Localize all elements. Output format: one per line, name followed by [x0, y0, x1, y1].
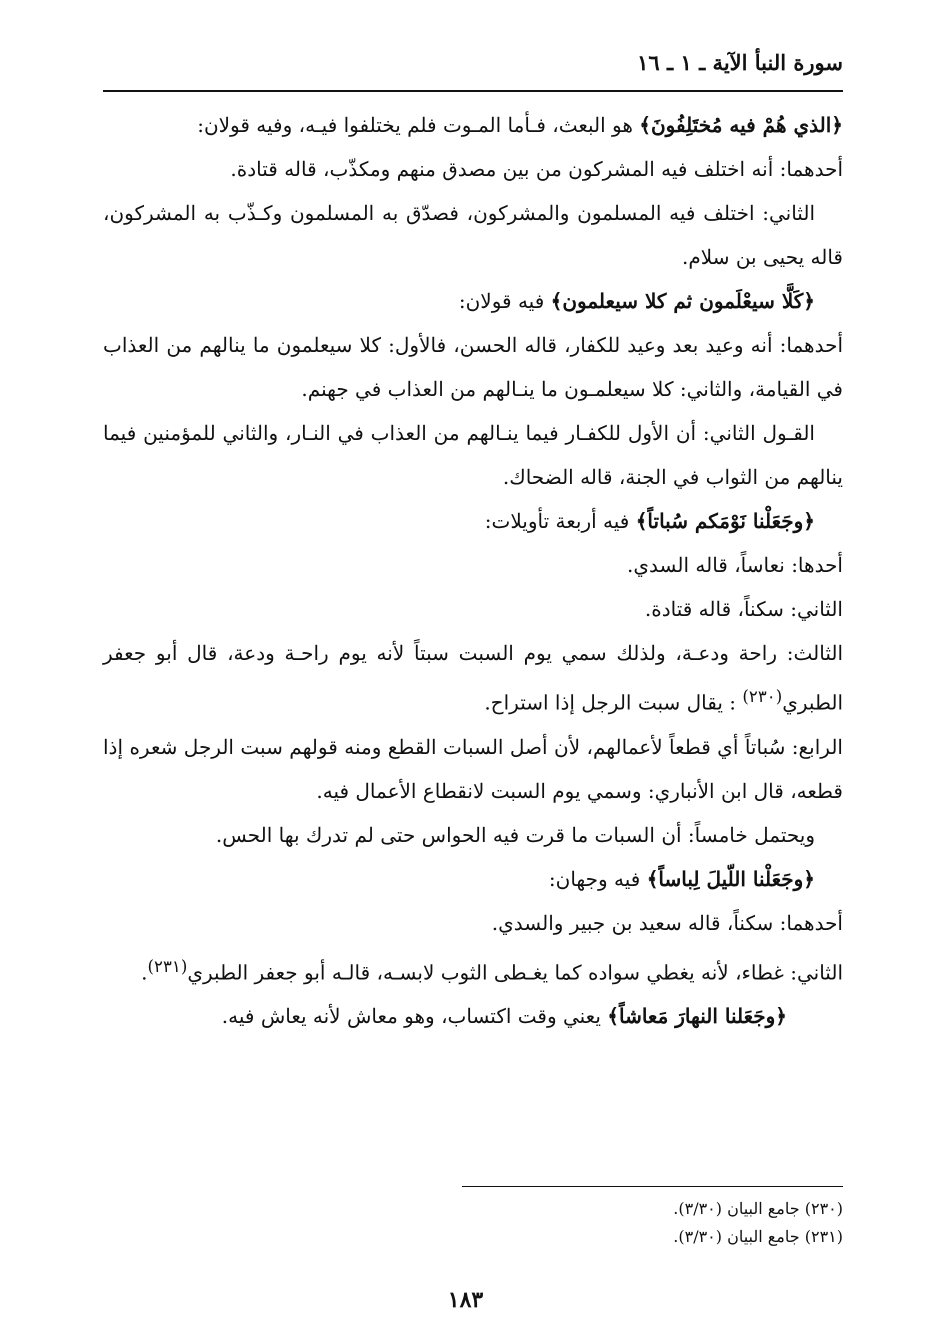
paragraph-text: فيه قولان:	[458, 289, 551, 313]
paragraph: أحدها: نعاساً، قاله السدي.	[627, 553, 843, 577]
quran-verse: ﴿وجَعَلنا النهارَ مَعاشاً﴾	[607, 1004, 787, 1029]
paragraph	[103, 945, 843, 995]
footnote: (٢٣١) جامع البيان (٣/٣٠).	[673, 1227, 843, 1246]
paragraph: ويحتمل خامساً: أن السبات ما قرت فيه الحواس حتى لم تدرك بها الحس.	[215, 822, 815, 847]
paragraph	[103, 857, 843, 901]
main-text	[103, 103, 843, 1038]
footnote: (٢٣٠) جامع البيان (٣/٣٠).	[673, 1199, 843, 1218]
header-rule	[103, 90, 843, 92]
paragraph: أحدهما: أنه اختلف فيه المشركون من بين مصدق منهم ومكذّب، قاله قتادة.	[230, 157, 843, 181]
paragraph-text: فيه وجهان:	[548, 866, 647, 891]
paragraph-text: الثاني: غطاء، لأنه يغطي سواده كما يغـطى الثوب لابسـه، قالـه أبو جعفر الطبري	[187, 960, 843, 985]
paragraph: الثاني: اختلف فيه المسلمون والمشركون، فصدّق به المسلمون وكـذّب به المشركون، قاله يحيى بن سلام.	[103, 201, 843, 269]
running-head: سورة النبأ الآية ـ ١ ـ ١٦	[637, 50, 843, 75]
paragraph: الثاني: سكناً، قاله قتادة.	[644, 597, 843, 621]
paragraph-text: الثالث: راحة ودعـة، ولذلك سمي يوم السبت سبتاً لأنه يوم راحـة ودعة، قال أبو جعفر الطبري	[103, 641, 844, 715]
paragraph-text: يعني وقت اكتساب، وهو معاش لأنه يعاش فيه.	[221, 1004, 608, 1029]
footnote-ref: (٢٣٠)	[742, 687, 783, 706]
paragraph	[103, 499, 843, 543]
paragraph: القـول الثاني: أن الأول للكفـار فيما ينـالهم من العذاب في النـار، والثاني للمؤمنين فيما ينالهم من الثواب في الجنة، قاله الضحاك.	[103, 421, 843, 489]
footnote-rule	[462, 1186, 843, 1187]
paragraph-text: .	[141, 960, 148, 985]
footnotes	[103, 1195, 843, 1251]
paragraph	[103, 279, 843, 323]
paragraph-text: فيه أربعة تأويلات:	[484, 509, 636, 533]
paragraph: أحدهما: أنه وعيد بعد وعيد للكفار، قاله الحسن، فالأول: كلا سيعلمون ما ينالهم من العذاب في القيامة، والثاني: كلا سيعلمـون ما ينـالهم من العذاب في جهنم.	[103, 333, 843, 401]
page-number: ١٨٣	[447, 1287, 484, 1313]
paragraph-text: هو البعث، فـأما المـوت فلم يختلفوا فيـه، وفيه قولان:	[197, 113, 640, 137]
paragraph	[103, 103, 843, 147]
paragraph: أحدهما: سكناً، قاله سعيد بن جبير والسدي.	[491, 910, 843, 935]
paragraph	[103, 631, 843, 725]
paragraph-text: : يقال سبت الرجل إذا استراح.	[484, 690, 743, 715]
quran-verse: ﴿وجَعَلْنا اللّيلَ لِباساً﴾	[646, 866, 815, 891]
quran-verse: ﴿كَلَّا سيعْلَمون ثم كلا سيعلمون﴾	[550, 289, 815, 313]
quran-verse: ﴿الذي هُمْ فيه مُختَلِفُونَ﴾	[639, 113, 843, 137]
paragraph: الرابع: سُباتاً أي قطعاً لأعمالهم، لأن أصل السبات القطع ومنه قولهم سبت الرجل شعره إذا قطعه، قال ابن الأنباري: وسمي يوم السبت لانقطاع الأعمال فيه.	[103, 734, 843, 803]
paragraph	[103, 994, 843, 1038]
quran-verse: ﴿وجَعَلْنا نَوْمَكم سُباتاً﴾	[635, 509, 815, 533]
footnote-ref: (٢٣١)	[147, 956, 188, 976]
